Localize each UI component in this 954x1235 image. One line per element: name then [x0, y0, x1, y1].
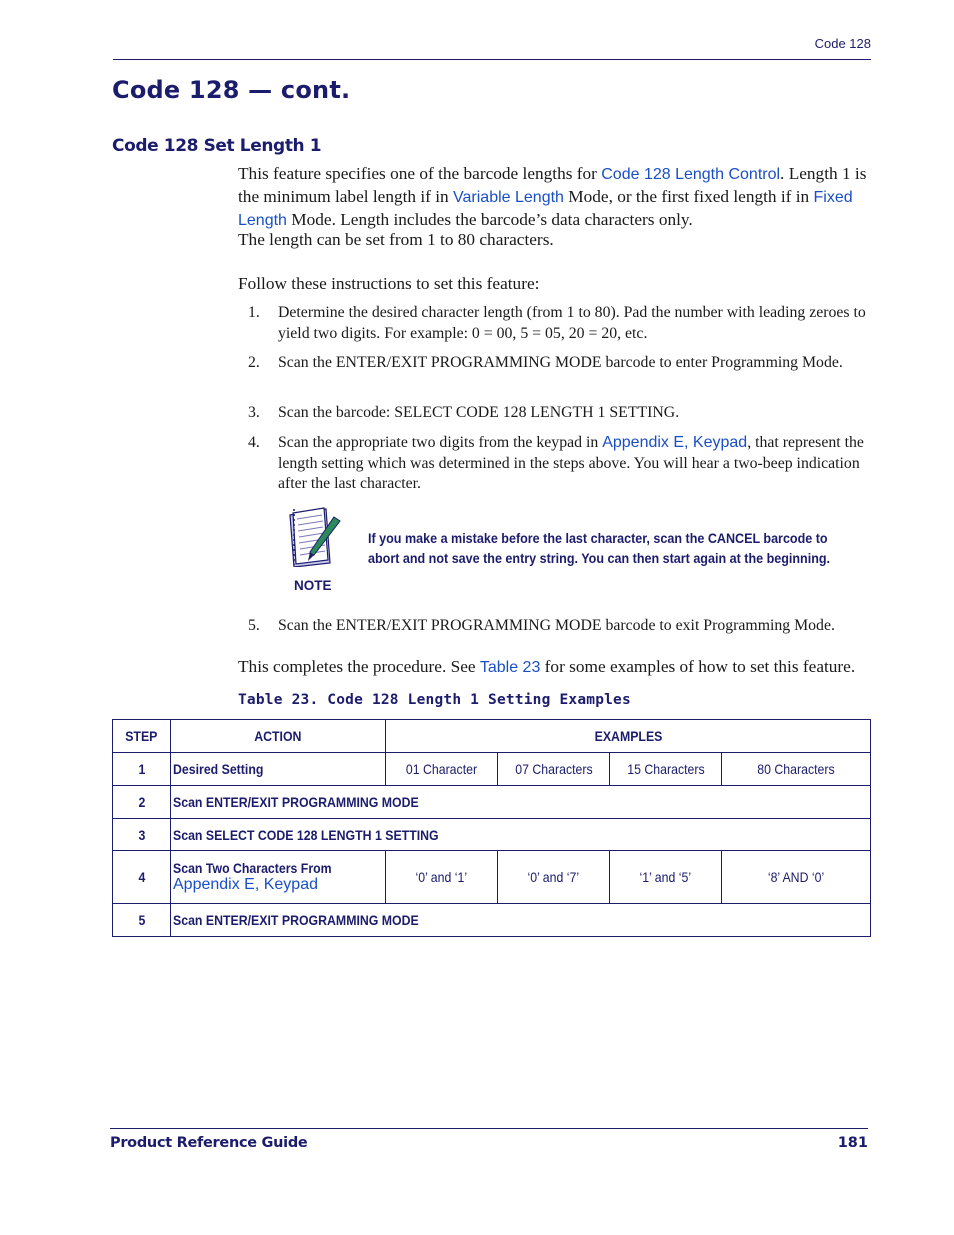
link-variable-length[interactable]: Variable Length: [453, 189, 564, 206]
closing-paragraph: This completes the procedure. See Table 23 for some examples of how to set this feature.: [238, 657, 856, 676]
table-caption: Table 23. Code 128 Length 1 Setting Examples: [238, 692, 631, 708]
note-label: NOTE: [294, 578, 332, 593]
footer-guide-title: Product Reference Guide: [110, 1135, 308, 1151]
instructions-intro: Follow these instructions to set this feature:: [238, 274, 540, 293]
link-appendix-e-keypad[interactable]: Appendix E, Keypad: [602, 434, 748, 451]
table-row: 4 Scan Two Characters From Appendix E, Keypad ‘0’ and ‘1’ ‘0’ and ‘7’ ‘1’ and ‘5’ ‘8’ AND ‘0’: [113, 851, 871, 904]
settings-examples-table: [112, 719, 871, 937]
page-title: Code 128 — cont.: [112, 76, 351, 104]
header-action: ACTION: [171, 720, 386, 753]
table-row: 1 Desired Setting 01 Character 07 Characters 15 Characters 80 Characters: [113, 753, 871, 786]
intro-paragraph: This feature specifies one of the barcode lengths for Code 128 Length Control. Length 1 is the minimum label length if in Variable Length Mode, or the first fixed length if in Fixed Length Mode. Length includes the barcode’s data characters only.: [238, 164, 867, 229]
range-paragraph: The length can be set from 1 to 80 characters.: [238, 230, 554, 249]
header-examples: EXAMPLES: [386, 720, 871, 753]
footer-page-number: 181: [837, 1135, 868, 1151]
table-row: 3 Scan SELECT CODE 128 LENGTH 1 SETTING: [113, 819, 871, 851]
link-table-23[interactable]: Table 23: [479, 659, 541, 676]
section-heading: Code 128 Set Length 1: [112, 136, 322, 156]
footer-rule: [110, 1128, 868, 1129]
link-code128-length-control[interactable]: Code 128 Length Control: [601, 166, 781, 183]
table-link-appendix-e-keypad[interactable]: Appendix E, Keypad: [173, 876, 318, 893]
note-text: If you make a mistake before the last character, scan the CANCEL barcode to abort and not save the entry string. You can then start again at the beginning.: [368, 531, 831, 566]
header-step: STEP: [113, 720, 171, 753]
table-row: 2 Scan ENTER/EXIT PROGRAMMING MODE: [113, 786, 871, 819]
table-row: 5 Scan ENTER/EXIT PROGRAMMING MODE: [113, 904, 871, 937]
note-pad-icon: [284, 505, 342, 567]
link-fixed-length[interactable]: Fixed Length: [238, 189, 853, 229]
header-rule: [113, 59, 871, 60]
table-header-row: [113, 720, 871, 753]
running-header-section: Code 128: [814, 36, 871, 51]
